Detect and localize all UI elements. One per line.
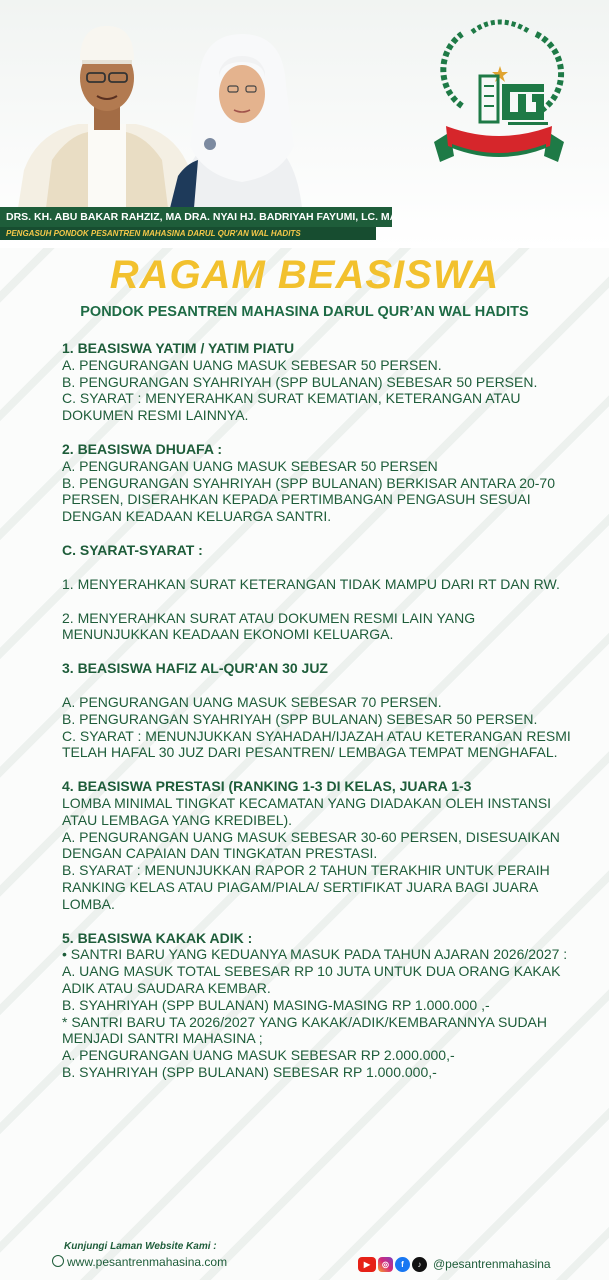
- section-dhuafa: [62, 441, 582, 525]
- social-footer: [358, 1254, 551, 1274]
- section-line: A. PENGURANGAN UANG MASUK SEBESAR 50 PERSEN: [62, 457, 438, 474]
- instagram-icon[interactable]: ◎: [378, 1257, 393, 1272]
- section-yatim: [62, 340, 582, 424]
- facebook-icon[interactable]: f: [395, 1257, 410, 1272]
- section-line: A. UANG MASUK TOTAL SEBESAR RP 10 JUTA UNTUK DUA ORANG KAKAK ADIK ATAU SAUDARA KEMBAR.: [62, 963, 561, 996]
- caretaker-bar: PENGASUH PONDOK PESANTREN MAHASINA DARUL QUR'AN WAL HADITS: [0, 227, 376, 240]
- section-kakak-adik: [62, 930, 582, 1081]
- section-heading: 1. BEASISWA YATIM / YATIM PIATU: [62, 340, 295, 356]
- names-bar: DRS. KH. ABU BAKAR RAHZIZ, MA DRA. NYAI HJ. BADRIYAH FAYUMI, LC. MA: [0, 207, 392, 227]
- visit-label: Kunjungi Laman Website Kami :: [64, 1241, 217, 1252]
- section-line: B. PENGURANGAN SYAHRIYAH (SPP BULANAN) SEBESAR 50 PERSEN.: [62, 373, 538, 390]
- section-line: 2. MENYERAHKAN SURAT ATAU DOKUMEN RESMI LAIN YANG MENUNJUKKAN KEADAAN EKONOMI KELUARGA.: [62, 609, 476, 643]
- section-line: B. SYAHRIYAH (SPP BULANAN) SEBESAR RP 1.000.000,-: [62, 1063, 437, 1080]
- photo-nyai: [170, 26, 310, 208]
- section-line: A. PENGURANGAN UANG MASUK SEBESAR 70 PERSEN.: [62, 693, 442, 710]
- section-heading: 5. BEASISWA KAKAK ADIK :: [62, 929, 253, 946]
- section-line: A. PENGURANGAN UANG MASUK SEBESAR 50 PERSEN.: [62, 356, 442, 373]
- section-prestasi: [62, 778, 582, 912]
- section-heading: C. SYARAT-SYARAT :: [62, 541, 203, 558]
- section-heading: 4. BEASISWA PRESTASI (RANKING 1-3 DI KELAS, JUARA 1-3: [62, 778, 472, 795]
- website-url[interactable]: www.pesantrenmahasina.com: [67, 1255, 228, 1269]
- pesantren-logo: [432, 14, 566, 180]
- main-title: RAGAM BEASISWA: [109, 253, 500, 297]
- scholarship-list: [62, 340, 582, 1098]
- section-line: LOMBA MINIMAL TINGKAT KECAMATAN YANG DIADAKAN OLEH INSTANSI ATAU LEMBAGA YANG KREDIBEL).: [62, 794, 552, 828]
- website-link[interactable]: [52, 1255, 227, 1269]
- section-dhuafa-requirements: [62, 542, 582, 643]
- globe-icon: [52, 1255, 64, 1267]
- section-line: C. SYARAT : MENUNJUKKAN SYAHADAH/IJAZAH ATAU KETERANGAN RESMI TELAH HAFAL 30 JUZ DARI PESANTREN/ LEMBAGA TEMPAT MENGHAFAL.: [62, 727, 571, 761]
- tiktok-icon[interactable]: ♪: [412, 1257, 427, 1272]
- section-heading: 2. BEASISWA DHUAFA :: [62, 440, 222, 457]
- section-line: B. SYARAT : MENUNJUKKAN RAPOR 2 TAHUN TERAKHIR UNTUK PERAIH RANKING KELAS ATAU PIAGAM/PIALA/ SERTIFIKAT JUARA BAGI JUARA LOMBA.: [62, 862, 550, 912]
- subtitle: PONDOK PESANTREN MAHASINA DARUL QUR’AN WAL HADITS: [80, 304, 529, 320]
- section-hafiz: [62, 660, 582, 761]
- section-line: A. PENGURANGAN UANG MASUK SEBESAR RP 2.000.000,-: [62, 1047, 455, 1064]
- website-footer: [52, 1241, 227, 1269]
- section-line: * SANTRI BARU TA 2026/2027 YANG KAKAK/ADIK/KEMBARANNYA SUDAH MENJADI SANTRI MAHASINA ;: [62, 1013, 547, 1047]
- section-line: B. PENGURANGAN SYAHRIYAH (SPP BULANAN) SEBESAR 50 PERSEN.: [62, 710, 538, 727]
- section-line: C. SYARAT : MENYERAHKAN SURAT KEMATIAN, KETERANGAN ATAU DOKUMEN RESMI LAINNYA.: [62, 390, 521, 424]
- youtube-icon[interactable]: ▶: [358, 1257, 376, 1272]
- section-heading: 3. BEASISWA HAFIZ AL-QUR'AN 30 JUZ: [62, 660, 328, 677]
- section-line: 1. MENYERAHKAN SURAT KETERANGAN TIDAK MAMPU DARI RT DAN RW.: [62, 575, 560, 592]
- section-line: • SANTRI BARU YANG KEDUANYA MASUK PADA TAHUN AJARAN 2026/2027 :: [62, 946, 568, 963]
- section-line: B. PENGURANGAN SYAHRIYAH (SPP BULANAN) BERKISAR ANTARA 20-70 PERSEN, DISERAHKAN KEPADA PERTIMBANGAN PENGASUH SESUAI DENGAN KEADAAN KELUARGA SANTRI.: [62, 474, 555, 525]
- section-line: A. PENGURANGAN UANG MASUK SEBESAR 30-60 PERSEN, DISESUAIKAN DENGAN CAPAIAN DAN TINGKATAN PRESTASI.: [62, 828, 560, 862]
- social-handle[interactable]: @pesantrenmahasina: [433, 1257, 551, 1271]
- section-line: B. SYAHRIYAH (SPP BULANAN) MASING-MASING RP 1.000.000 ,-: [62, 996, 490, 1013]
